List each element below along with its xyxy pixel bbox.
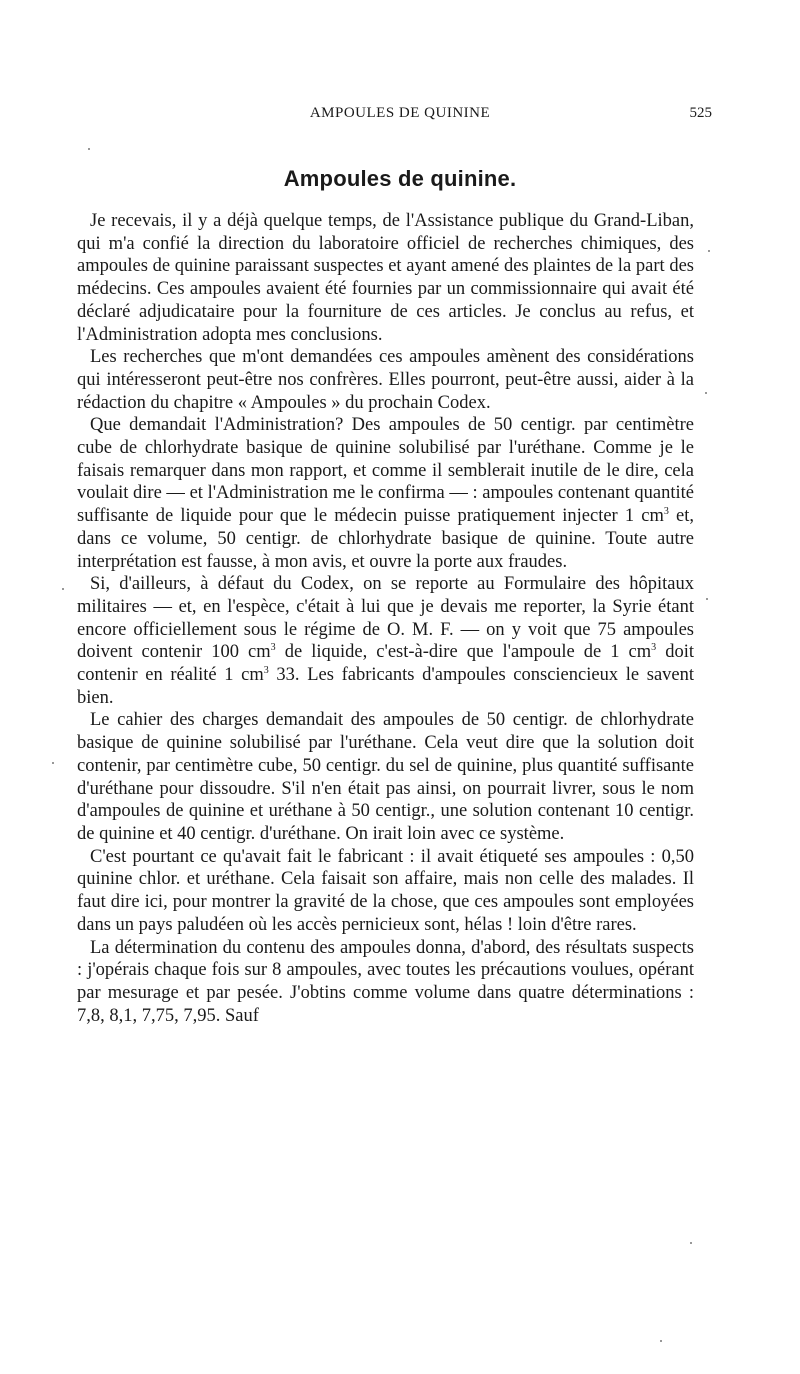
paragraph-2: Les recherches que m'ont demandées ces ampoules amènent des considérations qui intéresseront peut-être nos confrères. Elles pourront, peut-être aussi, aider à la rédaction du chapitre « Ampoules » du prochain Codex. (77, 347, 694, 413)
paragraph-4 (77, 573, 694, 709)
paragraph-3-text-a: Que demandait l'Administration? Des ampoules de 50 centigr. par centimètre cube de chlorhydrate basique de quinine solubilisé par l'uréthane. Comme je le faisais remarquer dans mon rapport, et comme il semblerait inutile de le dire, cela voulait dire — et l'Administration me le confirma — : ampoules contenant quantité suffisante de liquide pour que le médecin puisse pratiquement injecter 1 cm (77, 415, 694, 527)
paragraph-4-text-b: de liquide, c'est-à-dire que l'ampoule de 1 cm (275, 642, 652, 663)
scan-speck (690, 1242, 692, 1244)
paragraph-3 (77, 414, 694, 573)
article-body (77, 210, 694, 1027)
superscript-cubed: 3 (651, 642, 657, 654)
paragraph-4-text-a: Si, d'ailleurs, à défaut du Codex, on se reporte au Formulaire des hôpitaux militaires — et, en l'espèce, c'était à lui que je devais me reporter, la Syrie étant encore officiellement sous le régime de O. M. F. — on y voit que 75 ampoules doivent contenir 100 cm (77, 574, 694, 663)
paragraph-7: La détermination du contenu des ampoules donna, d'abord, des résultats suspects : j'opérais chaque fois sur 8 ampoules, avec toutes les précautions voulues, opérant par mesurage et par pesée. J'obtins comme volume dans quatre déterminations : 7,8, 8,1, 7,75, 7,95. Sauf (77, 937, 694, 1026)
superscript-cubed: 3 (263, 664, 269, 676)
paragraph-4-text-d: 33. Les fabricants d'ampoules consciencieux le savent bien. (77, 665, 695, 708)
scan-speck (705, 392, 707, 394)
scan-speck (62, 588, 64, 590)
scan-speck (708, 250, 710, 252)
scan-speck (706, 598, 708, 600)
scan-speck (88, 148, 90, 150)
paragraph-5: Le cahier des charges demandait des ampoules de 50 centigr. de chlorhydrate basique de quinine solubilisé par l'uréthane. Cela veut dire que la solution doit contenir, par centimètre cube, 50 centigr. du sel de quinine, plus quantité suffisante d'uréthane pour dissoudre. S'il n'en était pas ainsi, on pourrait livrer, sous le nom d'ampoules de quinine et uréthane à 50 centigr., une solution contenant 10 centigr. de quinine et 40 centigr. d'uréthane. On irait loin avec ce système. (77, 710, 694, 844)
scan-speck (660, 1340, 662, 1342)
page-number: 525 (689, 105, 712, 121)
running-head (0, 105, 800, 129)
paragraph-4-text-c: doit contenir en réalité 1 cm (77, 642, 694, 686)
scan-speck (52, 762, 54, 764)
superscript-cubed: 3 (663, 505, 669, 517)
paragraph-1: Je recevais, il y a déjà quelque temps, de l'Assistance publique du Grand-Liban, qui m'a confié la direction du laboratoire officiel de recherches chimiques, des ampoules de quinine paraissant suspectes et ayant amené des plaintes de la part des médecins. Ces ampoules avaient été fournies par un commissionnaire qui avait été déclaré adjudicataire pour la fourniture de ces articles. Je conclus au refus, et l'Administration adopta mes conclusions. (77, 211, 694, 345)
superscript-cubed: 3 (270, 642, 276, 654)
paragraph-3-text-b: et, dans ce volume, 50 centigr. de chlorhydrate basique de quinine. Toute autre interprétation est fausse, à mon avis, et ouvre la porte aux fraudes. (77, 506, 694, 572)
paragraph-6: C'est pourtant ce qu'avait fait le fabricant : il avait étiqueté ses ampoules : 0,50 quinine chlor. et uréthane. Cela faisait son affaire, mais non celle des malades. Il faut dire ici, pour montrer la gravité de la chose, que ces ampoules sont employées dans un pays paludéen où les accès pernicieux sont, hélas ! loin d'être rares. (77, 846, 694, 935)
running-title: AMPOULES DE QUININE (309, 105, 491, 121)
article-title: Ampoules de quinine. (283, 166, 517, 191)
